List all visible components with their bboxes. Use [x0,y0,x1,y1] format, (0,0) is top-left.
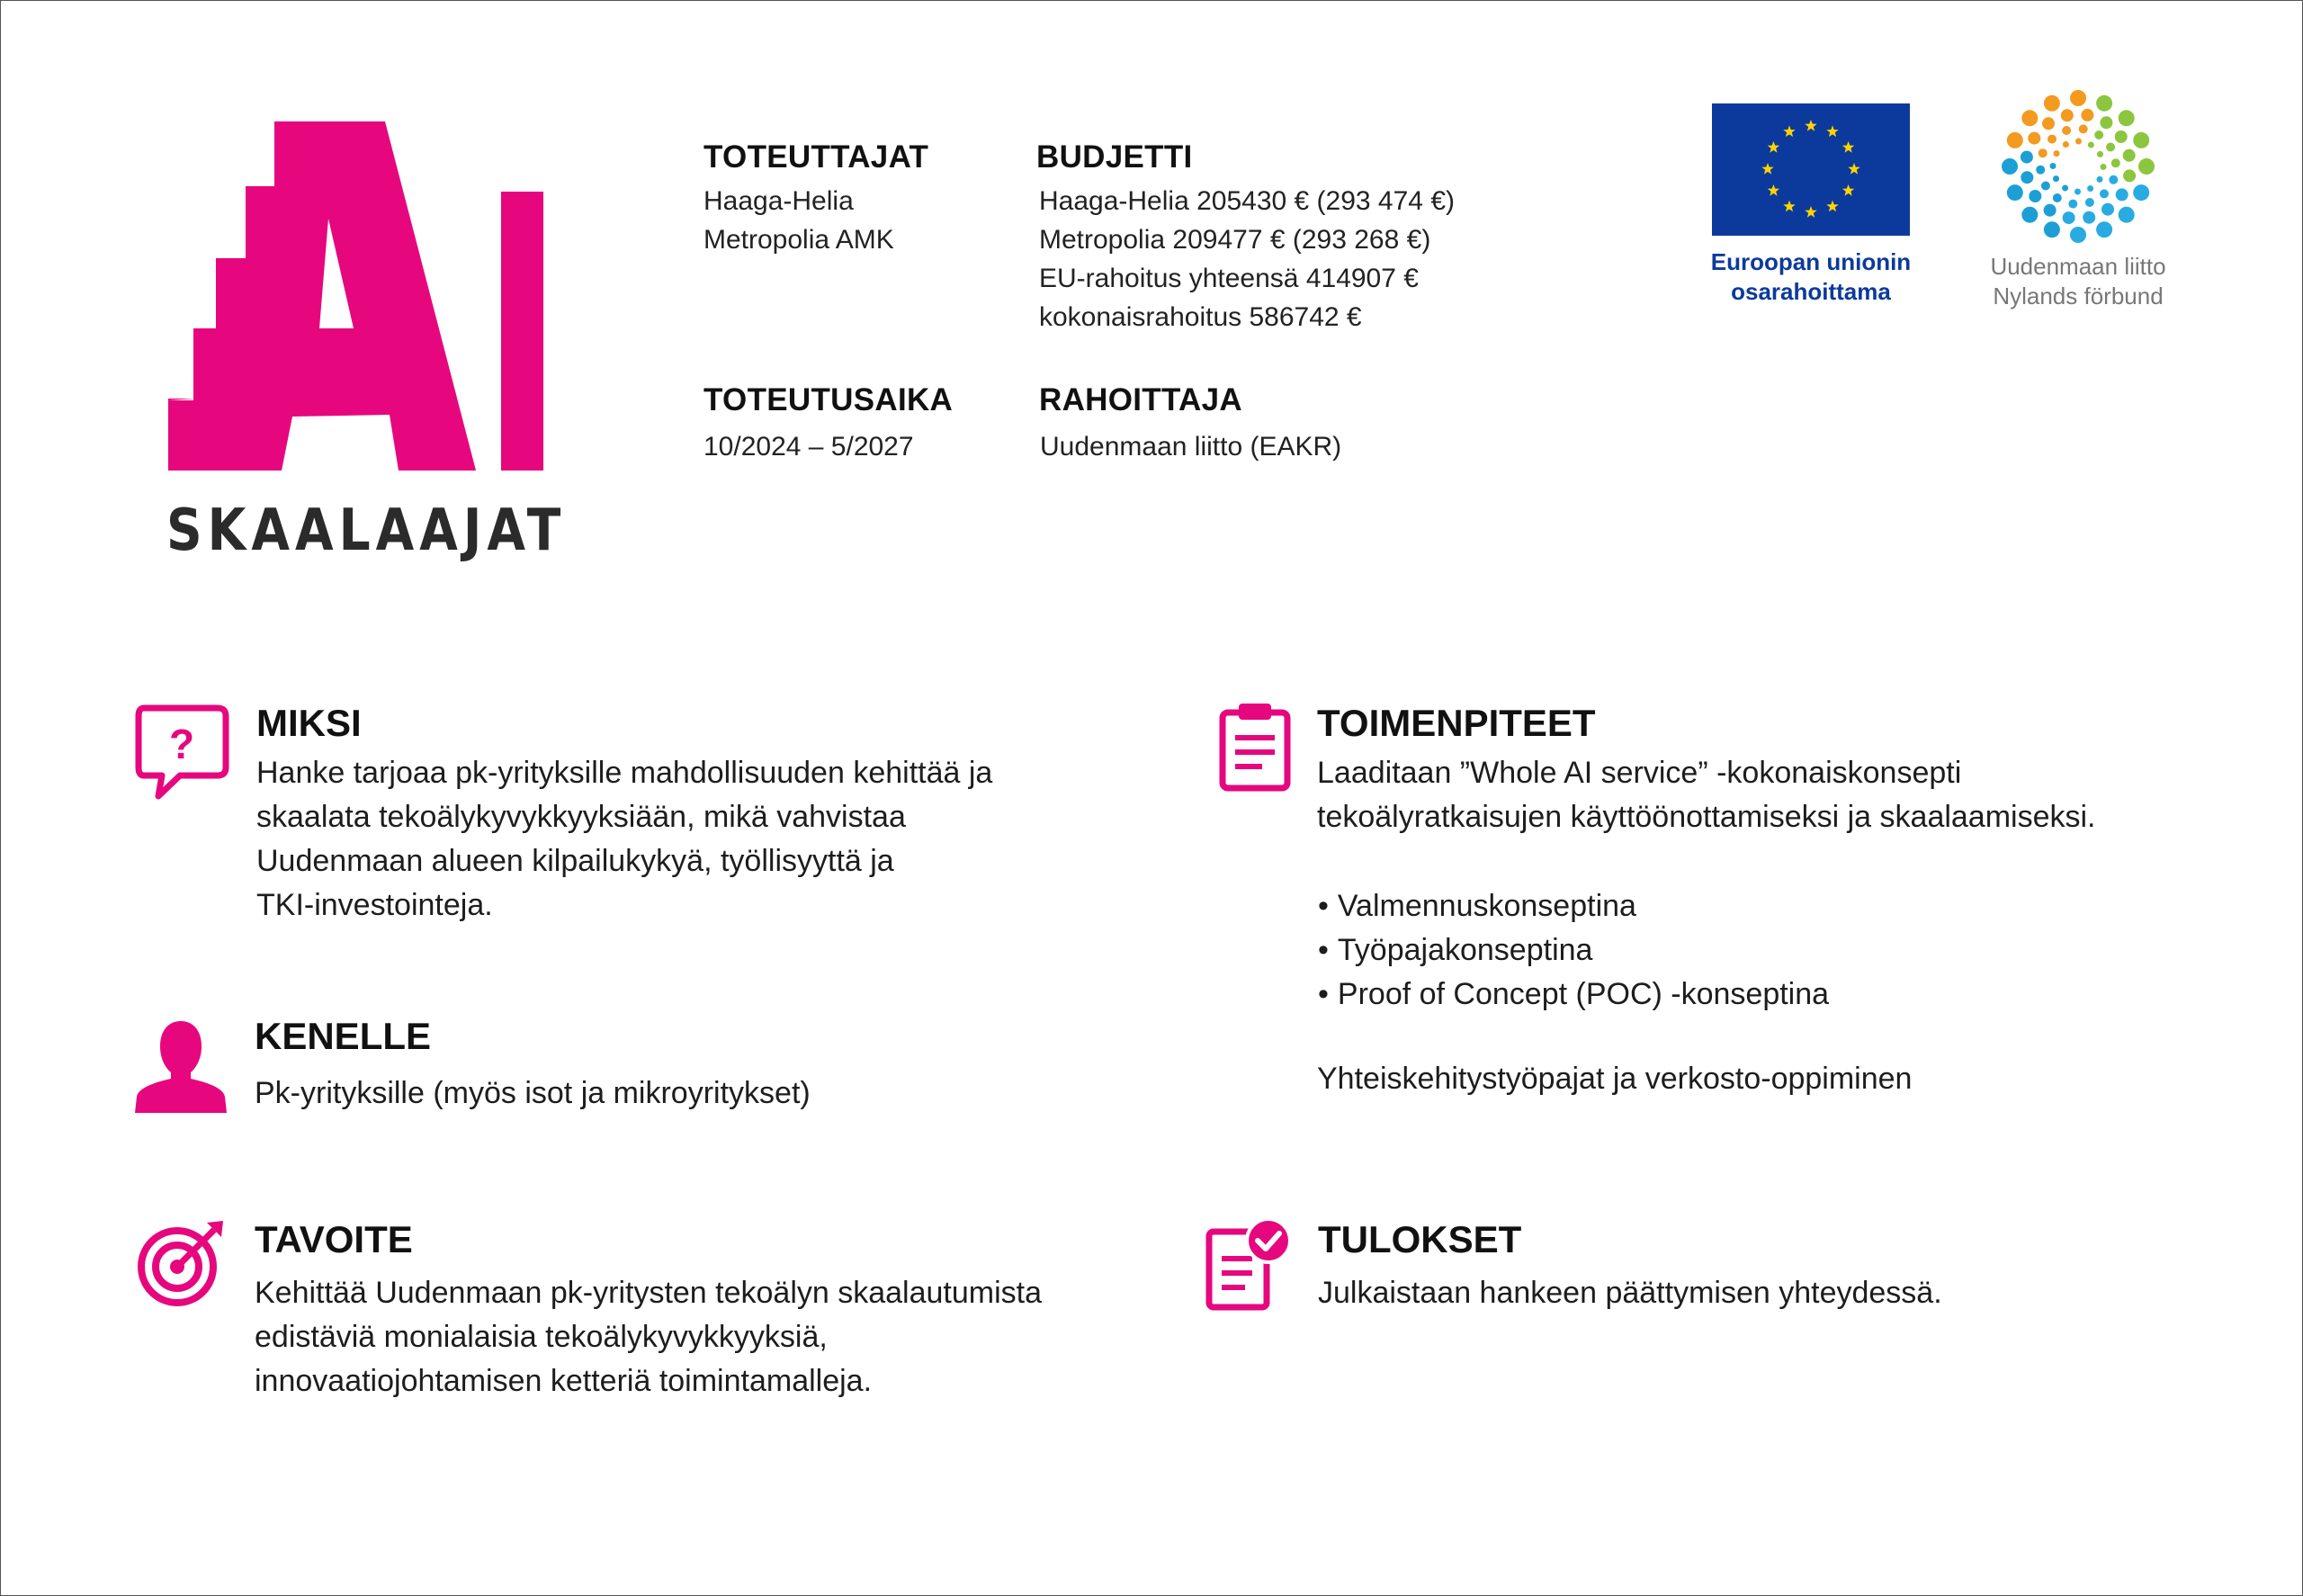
flower-dot [2106,143,2115,152]
budjetti-heading: BUDJETTI [1036,139,1193,175]
flower-dot [2007,132,2023,148]
kenelle-text [255,1071,811,1116]
flower-dot [2039,148,2048,157]
uudenmaan-liitto-logo [2002,90,2155,243]
flower-dot [2021,110,2038,126]
toimenpiteet-bullet-list [1318,884,1829,1017]
toimenpiteet-footer [1317,1057,1912,1101]
flower-dot [2096,95,2112,112]
flower-dot [2123,169,2136,182]
flower-dot [2044,221,2060,238]
flower-dot [2062,185,2068,192]
tavoite-line: innovaatiojohtamisen ketteriä toimintamalleja. [255,1364,873,1398]
flower-dot [2021,207,2038,223]
bullet-item: • Proof of Concept (POC) -konseptina [1318,973,1829,1017]
flower-dot [2068,200,2077,209]
flower-dot [2123,149,2136,162]
flower-dot [2050,163,2057,169]
toteutusaika-item: 10/2024 – 5/2027 [703,432,914,462]
flower-dot [2088,142,2094,148]
bullet-item: • Valmennuskonseptina [1318,884,1829,928]
toteuttajat-list [703,182,894,259]
miksi-line: Hanke tarjoaa pk-yrityksille mahdollisuuden kehittää ja [256,756,993,790]
flower-dot [2083,211,2095,224]
budjetti-item: kokonaisrahoitus 586742 € [1039,302,1362,332]
tulokset-line: Julkaistaan hankeen päättymisen yhteydessä. [1318,1276,1942,1310]
flower-dot [2101,203,2114,216]
speech-bubble-question-icon [135,704,229,803]
flower-dot [2063,211,2075,224]
flower-dot [2048,135,2057,144]
flower-dot [2074,189,2081,195]
miksi-line: Uudenmaan alueen kilpailukykyä, työllisyyttä ja [256,844,894,878]
flower-dot [2054,150,2060,157]
tavoite-line: Kehittää Uudenmaan pk-yritysten tekoälyn skaalautumista [255,1276,1043,1310]
flower-dot [2119,207,2135,223]
toteutusaika-value [703,427,914,466]
rahoittaja-item: Uudenmaan liitto (EAKR) [1040,432,1342,462]
flower-dot [2096,221,2112,238]
flower-dot [2063,141,2069,148]
flower-dot [2079,124,2088,133]
rahoittaja-heading: RAHOITTAJA [1039,382,1242,417]
eu-caption-line: Euroopan unionin [1710,248,1912,275]
ai-skaalaajat-logo [166,120,567,569]
eu-caption [1669,247,1953,307]
flower-dot [2061,109,2074,121]
flower-dot [2111,158,2120,167]
svg-text:?: ? [168,721,195,767]
flower-dot [2101,164,2107,170]
flower-dot [2021,171,2033,184]
flower-dot [2085,198,2094,207]
tavoite-line: edistäviä monialaisia tekoälykyvykkyyksiä, [255,1320,828,1354]
flower-dot [2087,185,2093,192]
budjetti-item: Haaga-Helia 205430 € (293 474 €) [1039,186,1455,216]
flower-dot [2002,158,2018,175]
flower-dot [2044,95,2060,112]
flower-dot [2075,139,2082,145]
flower-dot [2100,116,2112,129]
toteutusaika-heading: TOTEUTUSAIKA [703,382,954,417]
budjetti-item: Metropolia 209477 € (293 268 €) [1039,225,1431,255]
dot-flower-icon [2002,90,2155,243]
flower-dot [2133,184,2149,201]
flower-dot [2053,193,2062,202]
flower-dot [2115,130,2128,143]
budjetti-item: EU-rahoitus yhteensä 414907 € [1039,264,1419,293]
miksi-text [256,751,992,928]
flower-dot [2021,151,2033,164]
bullet-item: • Työpajakonseptina [1318,928,1829,973]
flower-dot [2138,158,2155,175]
toteuttaja-item: Haaga-Helia [703,186,854,216]
kenelle-line: Pk-yrityksille (myös isot ja mikroyritykset) [255,1076,811,1110]
logo-wordmark: SKAALAAJAT [166,498,567,564]
miksi-line: TKI-investointeja. [256,888,493,922]
flower-dot [2097,151,2103,157]
toteuttajat-heading: TOTEUTTAJAT [703,139,929,175]
miksi-line: skaalata tekoälykyvykkyyksiään, mikä vahvistaa [256,800,906,834]
uudenmaan-liitto-caption [1943,252,2213,311]
flower-dot [2081,109,2093,121]
flower-dot [2133,132,2149,148]
toimenpiteet-line: tekoälyratkaisujen käyttöönottamiseksi ja skaalaamiseksi. [1317,800,2096,834]
flower-dot [2097,176,2103,183]
flower-dot [2007,184,2023,201]
eu-caption-line: osarahoittama [1731,278,1891,305]
flower-dot [2109,175,2118,184]
uus-caption-line: Uudenmaan liitto [1990,253,2166,280]
flower-dot [2070,90,2086,106]
flower-dot [2029,190,2041,202]
toimenpiteet-footer-line: Yhteiskehitystyöpajat ja verkosto-oppiminen [1317,1062,1913,1096]
flower-dot [2044,204,2057,217]
flower-dot [2094,130,2103,139]
tulokset-heading: TULOKSET [1318,1218,1522,1260]
eu-flag-logo [1712,103,1910,236]
flower-dot [2028,132,2040,145]
toimenpiteet-heading: TOIMENPITEET [1317,702,1596,744]
rahoittaja-value [1040,427,1341,466]
flower-dot [2036,166,2045,175]
toimenpiteet-text [1317,751,2096,839]
flower-dot [2053,175,2059,182]
document-check-icon [1205,1217,1295,1312]
tavoite-heading: TAVOITE [255,1218,413,1260]
toteuttaja-item: Metropolia AMK [703,225,894,255]
flower-dot [2116,188,2128,201]
flower-dot [2100,189,2109,198]
flower-dot [2042,117,2055,130]
toimenpiteet-line: Laaditaan ”Whole AI service” -kokonaiskonsepti [1317,756,1962,790]
tulokset-text [1318,1271,1942,1315]
flower-dot [2062,126,2071,135]
target-icon [137,1217,227,1307]
tavoite-text [255,1271,1042,1403]
eu-flag-icon [1712,103,1910,236]
clipboard-icon [1219,702,1291,792]
miksi-heading: MIKSI [256,702,362,744]
flower-dot [2041,182,2050,191]
budjetti-list [1039,182,1455,336]
flower-dot [2119,110,2135,126]
uus-caption-line: Nylands förbund [1993,282,2164,309]
person-icon [135,1019,228,1114]
flower-dot [2070,227,2086,243]
kenelle-heading: KENELLE [255,1015,432,1057]
